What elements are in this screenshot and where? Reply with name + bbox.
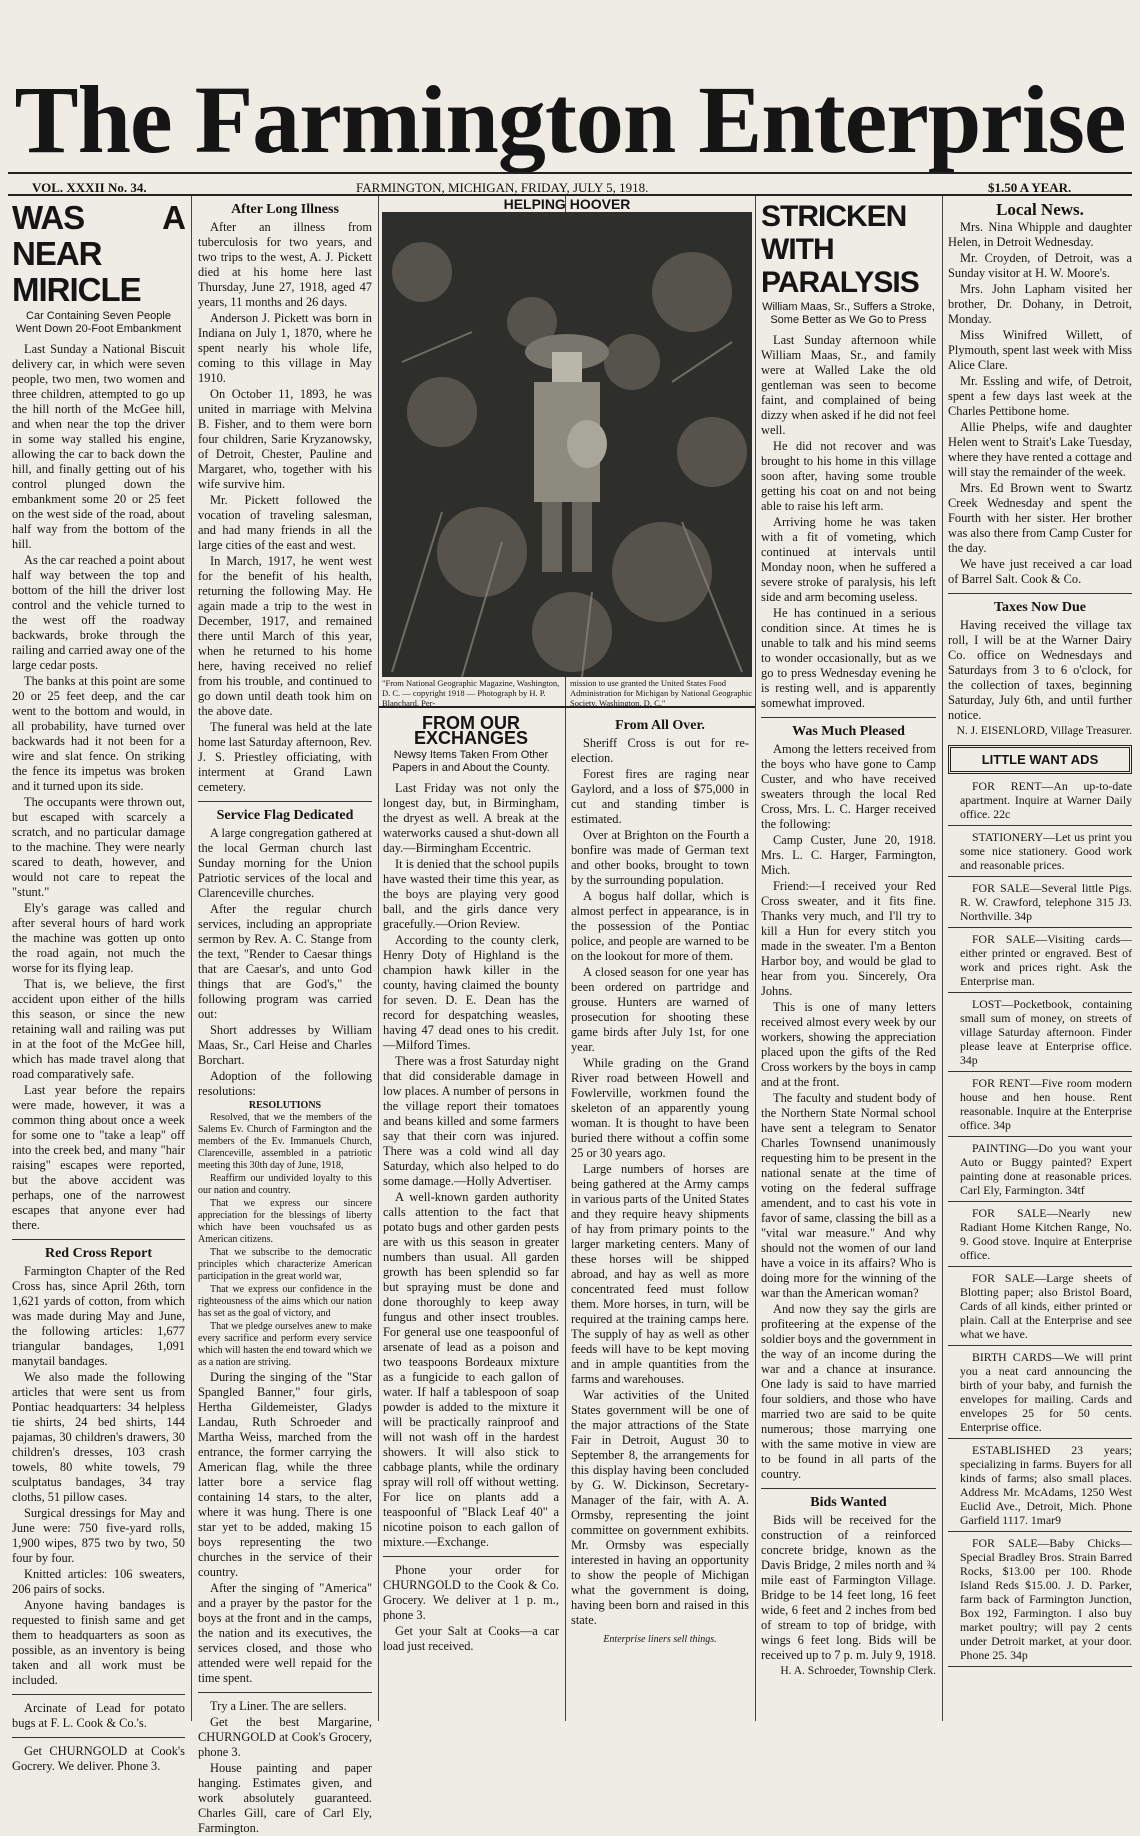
photo-caption [382, 678, 752, 708]
article-paragraph: After the singing of "America" and a prayer by the pastor for the boys at the front and in the camps, the nation and its executives, the services closed, and those who attended were well repaid for the time spent. [198, 1581, 372, 1685]
article-paragraph: He did not recover and was brought to his home in this village soon after, having some trouble getting his coat on and not being able to raise his left arm. [761, 439, 936, 513]
masthead-rule-top [8, 172, 1132, 174]
article-paragraph: The faculty and student body of the Northern State Normal school have sent a telegram to Senator Charles Townsend unanimously requesting him to be present in the national senate at the time of voting on the federal suffrage amendent, and to cast his vote in favor of same, classing the bill as a "vital war measure." And why should not the women of our land have a voice in its affairs? Who is doing more for the winning of the war than the American woman? [761, 1091, 936, 1300]
article-paragraph: This is one of many letters received almost every week by our workers, showing the appreciation placed upon the gifts of the Red Cross workers by the boys in camp and at the front. [761, 1000, 936, 1089]
article-paragraph: Friend:—I received your Red Cross sweater, and it fits fine. Thanks very much, and I'll try to kill a Hun for every stitch you made in the sweater. I'm a Benton Harbor boy, and would be glad to hear from you. Sincerely, Ora Johns. [761, 879, 936, 998]
resolution-text: Resolved, that we the members of the Salems Ev. Church of Farmington and the members of the Ev. Immanuels Church, Clarenceville, assembled in a patriotic meeting this 30th day of June, 1918, [198, 1112, 372, 1171]
subhead-near-miracle: Car Containing Seven People Went Down 20-Foot Embankment [15, 310, 182, 335]
local-news-item: We have just received a car load of Barrel Salt. Cook & Co. [948, 557, 1132, 586]
divider [12, 1694, 185, 1695]
divider [198, 1692, 372, 1693]
divider [948, 593, 1132, 594]
want-ad: PAINTING—Do you want your Auto or Buggy painted? Expert painting done at reasonable prices. Carl Ely, Farmington. 34tf [948, 1138, 1132, 1202]
article-paragraph: Last year before the repairs were made, however, it was a common thing about once a week for some one to "take a leap" off into the creek bed, and many "hair raising" escapes were reported, but the above accident was perhaps, one of the narrowest escapes that anyone ever had there. [12, 1083, 185, 1232]
photo-headline: HELPING HOOVER [503, 196, 631, 212]
article-paragraph: Farmington Chapter of the Red Cross has, since April 26th, torn 1,621 yards of cotton, from which was made during May and June, the following articles: 1,677 triangular bandages, 1,091 manytail bandages. [12, 1264, 185, 1368]
want-ads-title: LITTLE WANT ADS [981, 752, 1099, 767]
article-paragraph: A closed season for one year has been ordered on partridge and grouse. Hunters are warned of prosecution for shooting these game birds after July 1st, for one year. [571, 965, 749, 1054]
article-paragraph: The occupants were thrown out, but escaped with scarcely a scratch, and no particular damage to the machine. They were nearly scared to death, however, and would not care to repeat the "stunt." [12, 795, 185, 899]
heading-from-all-over: From All Over. [615, 718, 705, 733]
article-paragraph: Forest fires are raging near Gaylord, and a loss of $75,000 in cut and standing timber is estimated. [571, 767, 749, 826]
article-paragraph: Bids will be received for the construction of a reinforced concrete bridge, known as the Davis Bridge, 2 miles north and ¾ mile east of Farmington Village. Bridge to be 14 feet long, 16 feet wide, 6 feet and 2 inches from bed of stream to top of bridge, with wings 6 feet long. Bids will be received up to 7 p. m. July 9, 1918. [761, 1513, 936, 1662]
divider [12, 1737, 185, 1738]
heading-bids-wanted: Bids Wanted [810, 1495, 887, 1510]
article-paragraph: It is denied that the school pupils have wasted their time this year, as the boys are playing very good ball, and the girls dance very gracefully.—Orion Review. [383, 857, 559, 931]
article-paragraph: Short addresses by William Maas, Sr., Carl Heise and Charles Borchart. [198, 1023, 372, 1067]
want-ad: FOR SALE—Nearly new Radiant Home Kitchen Range, No. 9. Good stove. Inquire at Enterprise office. [948, 1203, 1132, 1267]
article-paragraph: He has continued in a serious condition since. At times he is unable to talk and his mind seems to wonder occasionally, but as we go to press Wednesday evening he is resting well, and is apparently somewhat improved. [761, 606, 936, 710]
column-stricken [761, 196, 936, 1721]
article-paragraph: According to the county clerk, Henry Doty of Highland is the champion hawk killer in the county, having claimed the bounty for seven. D. E. Dean has the record for despatching weasles, having 47 dead ones to his credit.—Milford Times. [383, 933, 559, 1052]
local-news-item: Mrs. John Lapham visited her brother, Dr. Dohany, in Detroit, Monday. [948, 282, 1132, 326]
local-news-item: Mrs. Ed Brown went to Swartz Creek Wednesday and spent the Fourth with her sister. Her brother was also there from Camp Custer for the day. [948, 481, 1132, 555]
divider [198, 801, 372, 802]
volume-number: VOL. XXXII No. 34. [32, 180, 147, 195]
divider [383, 1556, 559, 1557]
article-paragraph: Adoption of the following resolutions: [198, 1069, 372, 1098]
heading-service-flag: Service Flag Dedicated [216, 808, 354, 823]
want-ad: LOST—Pocketbook, containing small sum of money, on streets of village Saturday afternoon. Finder please leave at Enterprise office. 34p [948, 994, 1132, 1072]
caption-right: mission to use granted the United States Food Administration for Michigan by National Geographic Society, Washington, D. C." [570, 678, 752, 708]
article-paragraph: And now they say the girls are profiteering at the expense of the soldier boys and the government in the way of an income during the war and a chance at insurance. One lady is said to have married four soldiers, and those who have married two are said to be quite numerous; those marrying one with the same motive in view are to be found in all parts of the country. [761, 1302, 936, 1481]
ad-notice: Get the best Margarine, CHURNGOLD at Cook's Grocery, phone 3. [198, 1715, 372, 1759]
resolution-text: Reaffirm our undivided loyalty to this our nation and country. [198, 1173, 372, 1196]
column-near-miracle [12, 196, 185, 1773]
column-after-long-illness [198, 196, 372, 1835]
divider [12, 1239, 185, 1240]
caption-left: "From National Geographic Magazine, Washington, D. C. — copyright 1918 — Photograph by H. P. Blanchard. Per- [382, 678, 560, 708]
article-paragraph: That is, we believe, the first accident upon either of the hills this season, or since the new retaining wall and railing was put in at the foot of the McGee hill, which has made travel along that road comparatively safe. [12, 977, 185, 1081]
article-paragraph: The funeral was held at the late home last Saturday afternoon, Rev. J. S. Priestley officiating, with interment at Grand Lawn cemetery. [198, 720, 372, 794]
heading-taxes-now-due: Taxes Now Due [993, 600, 1087, 615]
want-ad: BIRTH CARDS—We will print you a neat card announcing the birth of your baby, and furnish the envelopes for mailing. Cards and envelopes 25 for 50 cents. Enterprise office. [948, 1347, 1132, 1439]
article-paragraph: Knitted articles: 106 sweaters, 206 pairs of socks. [12, 1567, 185, 1596]
article-paragraph: Arriving home he was taken with a fit of vometing, which continued at intervals until Monday noon, when he suffered a severe stroke of paralysis, his left side and arm becoming useless. [761, 515, 936, 604]
divider [761, 717, 936, 718]
article-paragraph: There was a frost Saturday night that did considerable damage in low places. A number of persons in the village report their tomatoes and beans killed and some farmers say that their corn was injured. There was a cold wind all day Saturday, which also helped to do some damage.—Holly Advertiser. [383, 1054, 559, 1188]
column-rule [378, 196, 379, 1721]
subscription-price: $1.50 A YEAR. [988, 180, 1072, 195]
resolution-text: That we express our sincere appreciation for the blessings of liberty which have been vouchsafed us as American citizens. [198, 1198, 372, 1245]
article-paragraph: Over at Brighton on the Fourth a bonfire was made of German text and other books, brought to town by the surrounding population. [571, 828, 749, 887]
heading-from-our-exchanges: FROM OUR EXCHANGES [413, 713, 529, 748]
article-paragraph: On October 11, 1893, he was united in marriage with Melvina B. Fisher, and to them were born four children, Sarie Kryzanowsky, of Detroit, Chester, Pauline and Margaret, who, together with his wife survive him. [198, 387, 372, 491]
article-paragraph: In March, 1917, he went west for the benefit of his health, returning the following May. He again made a trip to the west in December, 1917, and remained there until March of this year, when he returned to his home here, having received no relief from his trouble, and continued to go down until death took him on the above date. [198, 554, 372, 718]
local-news-item: Mr. Croyden, of Detroit, was a Sunday visitor at H. W. Moore's. [948, 251, 1132, 280]
column-rule [191, 196, 192, 1721]
dateline: FARMINGTON, MICHIGAN, FRIDAY, JULY 5, 1918. [356, 180, 649, 195]
photo-rule [379, 706, 755, 708]
ad-notice: Try a Liner. The are sellers. [210, 1699, 347, 1713]
article-paragraph: While grading on the Grand River road between Howell and Fowlerville, workmen found the skeleton of an apparently young woman. It is thought to have been buried there without a coffin some 25 or 30 years ago. [571, 1056, 749, 1160]
article-paragraph: A large congregation gathered at the local German church last Sunday morning for the Union Patriotic services of the local and Clarenceville churches. [198, 826, 372, 900]
column-local-news [948, 196, 1132, 1721]
want-ad: FOR SALE—Visiting cards—either printed or engraved. Best of work and prices right. Ask the Enterprise man. [948, 929, 1132, 993]
article-paragraph: A bogus half dollar, which is almost perfect in appearance, is in the possession of the Pontiac police, and people are warned to be on the lookout for more of them. [571, 889, 749, 963]
resolution-text: That we pledge ourselves anew to make every sacrifice and perform every service which will hasten the end toward which we as a nation are striving. [198, 1321, 372, 1368]
column-from-all-over [571, 712, 749, 1720]
article-paragraph: A well-known garden authority calls attention to the fact that potato bugs and other garden pests are with us this season in greater numbers than usual. All garden growth has been splendid so far but spraying must be done and done thoroughly to keep away fungus and other insect troubles. For general use one teaspoonful of arsenate of lead as a poison and two teaspoons Bordeaux mixture as a fungicide to each gallon of water. If half a tablespoon of soap powder is added to the mixture it will be practically rainproof and will not wash off in the hardest showers. It will also stick to cabbage plants, while the ordinary spray will roll off without wetting. For lice on plants add a teaspoonful of "Black Leaf 40" a nicotine poison to each gallon of mixture.—Exchange. [383, 1190, 559, 1549]
ad-notice: House painting and paper hanging. Estimates given, and work absolutely guaranteed. Charles Gill, care of Carl Ely, Farmington. [198, 1761, 372, 1835]
article-paragraph: Among the letters received from the boys who have gone to Camp Custer, and who have received sweaters through the local Red Cross, Mrs. L. C. Harger received the following: [761, 742, 936, 831]
heading-after-long-illness: After Long Illness [231, 202, 339, 217]
article-paragraph: During the singing of the "Star Spangled Banner," four girls, Hertha Gildemeister, Gladys Landau, Ruth Schroeder and Martha Weiss, marched from the entrance, the former carrying the American flag, while the three latter bore a service flag containing 14 stars, to the alter, where it was hung. There is one star yet to be added, making 15 boys representing the two churches in the service of their country. [198, 1370, 372, 1579]
want-ad: FOR RENT—An up-to-date apartment. Inquire at Warner Daily office. 22c [948, 776, 1132, 826]
article-paragraph: Sheriff Cross is out for re-election. [571, 736, 749, 765]
article-paragraph: Last Friday was not only the longest day, but, in Birmingham, the dryest as well. A break at the waterworks caused a shut-down all day.—Birmingham Eccentric. [383, 781, 559, 855]
taxes-notice: Having received the village tax roll, I will be at the Warner Dairy Co. office on Wednesdays and Saturdays from 3 to 6 o'clock, for the collection of taxes, beginning Saturday, July 6th, and until further notice. [948, 618, 1132, 722]
want-ad: FOR RENT—Five room modern house and hen house. Rent reasonable. Inquire at the Enterprise office. 34p [948, 1073, 1132, 1137]
column-rule [755, 196, 756, 1721]
bids-signature: H. A. Schroeder, Township Clerk. [780, 1665, 936, 1677]
masthead: The Farmington Enterprise [14, 66, 1126, 173]
resolution-text: That we subscribe to the democratic principles which characterize American participation in the great world war, [198, 1247, 372, 1282]
column-exchanges [383, 712, 559, 1720]
article-paragraph: Surgical dressings for May and June were: 750 five-yard rolls, 1,900 wipes, 875 two by two, 50 four by four. [12, 1506, 185, 1565]
heading-resolutions: RESOLUTIONS [248, 1100, 322, 1111]
article-paragraph: As the car reached a point about half way between the top and bottom of the hill the driver lost control and the vehicle turned to the west off the roadway backwards, broke through the railing and carried away one of the large cedar posts. [12, 553, 185, 672]
article-paragraph: Last Sunday afternoon while William Maas, Sr., and family were at Walled Lake the old gentleman was seen to become faint, and complained of being dizzy when asked if he did not feel well. [761, 333, 936, 437]
resolution-text: That we express our confidence in the righteousness of the aims which our nation has set as the goal of victory, and [198, 1284, 372, 1319]
ad-notice: Arcinate of Lead for potato bugs at F. L. Cook & Co.'s. [12, 1701, 185, 1730]
heading-local-news: Local News. [996, 200, 1084, 219]
ad-notice: Phone your order for CHURNGOLD to the Cook & Co. Grocery. We deliver at 1 p. m., phone 3. [383, 1563, 559, 1622]
want-ad: FOR SALE—Baby Chicks—Special Bradley Bros. Strain Barred Rocks, $13.00 per 100. Rhode Island Reds $15.00. J. D. Parker, farm back of Farmington Junction, Box 192, Farmington. I also buy market poultry; will pay 2 cents under Detroit market, at your door. Phone 25. 34p [948, 1533, 1132, 1667]
ad-notice: Get CHURNGOLD at Cook's Gocrery. We deliver. Phone 3. [12, 1744, 185, 1773]
article-paragraph: Anyone having bandages is requested to finish same and get them to headquarters as soon as possible, as an inventory is being taken and all work must be included. [12, 1598, 185, 1687]
article-paragraph: Large numbers of horses are being gathered at the Army camps in various parts of the United States and they require heavy shipments of hay from primary points to the larger marketing centers. Many of these horses will be shipped abroad, and hay as well as more concentrated feed must follow them. More horses, in turn, will be required at the training camps here. The supply of hay as well as other feeds will have to be kept moving and in ample quantities from the farms and warehouses. [571, 1162, 749, 1386]
article-paragraph: We also made the following articles that were sent us from Pontiac headquarters: 34 helpless tie shirts, 24 bed shirts, 144 pajamas, 30 children's drawers, 30 children's dresses, 103 crash towels, 80 white towels, 79 sculptatus bandages, 34 tray cloths, 51 pillow cases. [12, 1370, 185, 1504]
article-paragraph: The banks at this point are some 20 or 25 feet deep, and the car went to the bottom and would, in all probability, have turned over backwards had it not been for a wire and slat fence. On striking the fence its impetus was broken and it turned upon its side. [12, 674, 185, 793]
headline-stricken-with-paralysis: STRICKEN WITH PARALYSIS [761, 200, 919, 299]
taxes-signature: N. J. EISENLORD, Village Treasurer. [956, 725, 1132, 737]
article-paragraph: After an illness from tuberculosis for two years, and two trips to the west, A. J. Pickett died at his home here last Thursday, June 27, 1918, aged 47 years, 11 months and 26 days. [198, 220, 372, 309]
local-news-item: Allie Phelps, wife and daughter Helen went to Strait's Lake Tuesday, where they have rented a cottage and will stay the remainder of the week. [948, 420, 1132, 479]
local-news-item: Mrs. Nina Whipple and daughter Helen, in Detroit Wednesday. [948, 220, 1132, 249]
headline-near-miracle: WAS A NEAR MIRICLE [12, 199, 185, 308]
want-ad: FOR SALE—Large sheets of Blotting paper; also Bristol Board, Cards of all kinds, either printed or plain. Call at the Enterprise and see what we have. [948, 1268, 1132, 1346]
want-ads-banner [948, 745, 1132, 774]
garden-scene-illustration [382, 212, 752, 677]
article-paragraph: After the regular church services, including an appropriate sermon by Rev. A. C. Stange from the text, "Render to Caesar things that are Caesar's, and unto God things that are God's," the following program was carried out: [198, 902, 372, 1021]
helping-hoover-photograph [382, 212, 752, 677]
want-ad: STATIONERY—Let us print you some nice stationery. Good work and reasonable prices. [948, 827, 1132, 877]
column-rule [942, 196, 943, 1721]
enterprise-slogan: Enterprise liners sell things. [603, 1634, 717, 1645]
local-news-item: Mr. Essling and wife, of Detroit, spent a few days last week at the Charles Pettibone home. [948, 374, 1132, 418]
heading-was-much-pleased: Was Much Pleased [792, 724, 905, 739]
ad-notice: Get your Salt at Cooks—a car load just received. [383, 1624, 559, 1653]
article-paragraph: Last Sunday a National Biscuit delivery car, in which were seven people, two men, two women and three children, attempted to go up the hill north of the McGee hill, and when near the top the driver in some way stalled his engine, allowing the car to back down the hill, and finally getting out of his control plunged down the embankment some 20 or 25 feet on the west side of the road, about half way from the bottom of the hill. [12, 342, 185, 551]
article-paragraph: Anderson J. Pickett was born in Indiana on July 1, 1870, where he spent nearly his whole life, coming to this village in May 1910. [198, 311, 372, 385]
article-paragraph: War activities of the United States government will be one of the major attractions of the State Fair in Detroit, August 30 to September 8, the arrangements for this display having been concluded by G. W. Dickinson, Secretary-Manager of the fair, with A. A. Ormsby, representing the joint committee on government exhibits. Mr. Ormsby was especially interested in having an opportunity to show the people of Michigan what the government is doing, having been born and raised in this state. [571, 1388, 749, 1627]
article-paragraph: Mr. Pickett followed the vocation of traveling salesman, and had many friends in all the large cities of the east and west. [198, 493, 372, 552]
heading-red-cross-report: Red Cross Report [44, 1246, 153, 1261]
article-paragraph: Ely's garage was called and after several hours of hard work the machine was gotten up onto the road again, not much the worse for its flying leap. [12, 901, 185, 975]
article-paragraph: Camp Custer, June 20, 1918. Mrs. L. C. Harger, Farmington, Mich. [761, 833, 936, 877]
subhead-exchanges: Newsy Items Taken From Other Papers in and About the County. [392, 749, 550, 774]
want-ad: ESTABLISHED 23 years; specializing in farms. Buyers for all kinds of farms; also small places. Address Mr. McAdams, 1250 West Euclid Ave., Detroit, Mich. Phone Garfield 1117. 1mar9 [948, 1440, 1132, 1532]
divider [761, 1488, 936, 1489]
local-news-item: Miss Winifred Willett, of Plymouth, spent last week with Miss Alice Clare. [948, 328, 1132, 372]
subhead-stricken: William Maas, Sr., Suffers a Stroke, Some Better as We Go to Press [762, 301, 935, 326]
want-ad: FOR SALE—Several little Pigs. R. W. Crawford, telephone 315 J3. Northville. 34p [948, 878, 1132, 928]
